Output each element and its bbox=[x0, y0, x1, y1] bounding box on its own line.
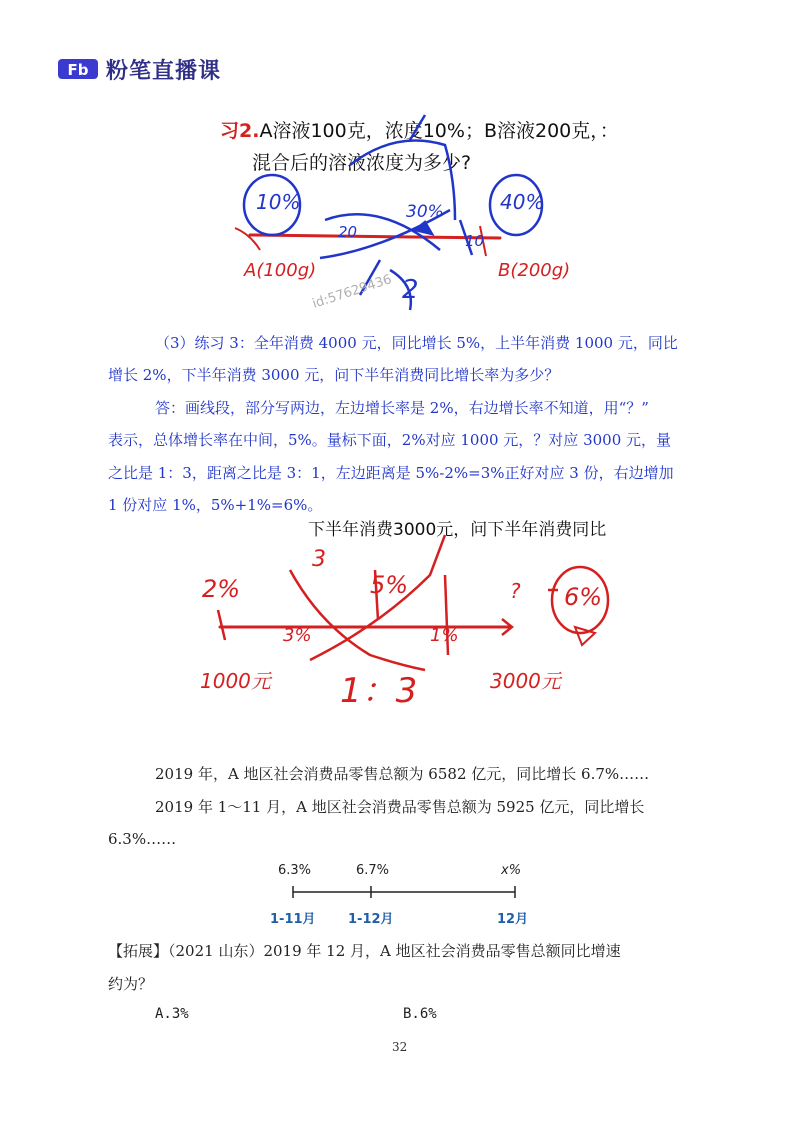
exercise-question-line2: 增长 2%，下半年消费 3000 元，问下半年消费同比增长率为多少？ bbox=[108, 366, 560, 384]
sketch-mixing-diagram: 习2.A溶液100克，浓度10%；B溶液200克，： 混合后的溶液浓度为多少? id:57629436 10% 40% 30% 20 10 2 A(100g) B(200g) bbox=[210, 110, 610, 325]
hand-right-amount: 3000元 bbox=[490, 669, 561, 693]
answer-line3: 之比是 1：3，距离之比是 3：1，左边距离是 5%-2%=3%正好对应 3 份，右边增加 bbox=[108, 464, 674, 482]
answer-line1: 答：画线段，部分写两边，左边增长率是 2%，右边增长率不知道，用“？” bbox=[155, 399, 649, 417]
question-line2: 约为？ bbox=[108, 975, 154, 993]
hand-right-rate2: 6% bbox=[564, 583, 603, 611]
timeline-label-2: 6.7% bbox=[356, 863, 390, 878]
hand-mid-rate2: 5% bbox=[370, 571, 409, 599]
timeline-month-1: 1-11月 bbox=[270, 912, 316, 927]
brand-name: 粉笔直播课 bbox=[106, 58, 222, 84]
passage-line1: 2019 年，A 地区社会消费品零售总额为 6582 亿元，同比增长 6.7%…… bbox=[155, 765, 650, 783]
timeline-month-2: 1-12月 bbox=[348, 912, 394, 927]
passage-line3: 6.3%…… bbox=[108, 830, 177, 848]
hand-mark-right: 1% bbox=[430, 625, 459, 646]
problem-prefix: 习2. bbox=[220, 120, 260, 142]
exercise-question-line1: （3）练习 3：全年消费 4000 元，同比增长 5%，上半年消费 1000 元，同比 bbox=[155, 334, 678, 352]
hand-mid-rate: 30% bbox=[406, 202, 444, 222]
growth-timeline bbox=[265, 860, 535, 930]
option-b[interactable]: B.6% bbox=[403, 1006, 437, 1022]
hand-three: 3 bbox=[312, 547, 326, 572]
hand-right-mass: B(200g) bbox=[498, 260, 571, 281]
sketch-growth-diagram bbox=[180, 515, 620, 745]
answer-line2: 表示，总体增长率在中间，5%。量标下面，2%对应 1000 元，？对应 3000 元，量 bbox=[108, 431, 672, 449]
option-a[interactable]: A.3% bbox=[155, 1006, 189, 1022]
hand-left-rate: 10% bbox=[256, 190, 301, 214]
sketch2-header: 下半年消费3000元，问下半年消费同比 bbox=[308, 520, 607, 540]
hand-ratio: 2 bbox=[402, 275, 419, 305]
hand-question: ? bbox=[510, 579, 521, 603]
timeline-label-3: x% bbox=[501, 863, 522, 878]
hand-gap2: 10 bbox=[465, 232, 485, 250]
brand-logo bbox=[58, 53, 221, 85]
problem-line1: A溶液100克，浓度10%；B溶液200克， bbox=[259, 120, 600, 142]
answer-line4: 1 份对应 1%，5%+1%=6%。 bbox=[108, 496, 323, 514]
hand-left-amount: 1000元 bbox=[200, 669, 271, 693]
hand-left-mass: A(100g) bbox=[244, 260, 317, 281]
hand-mark-left: 3% bbox=[283, 625, 312, 646]
hand-gap1: 20 bbox=[338, 223, 358, 241]
fb-logo-icon bbox=[58, 56, 100, 82]
page-number: 32 bbox=[392, 1040, 408, 1054]
question-tag: 【拓展】 bbox=[108, 942, 169, 960]
problem-line2: 混合后的溶液浓度为多少? bbox=[252, 152, 472, 174]
passage-line2: 2019 年 1～11 月，A 地区社会消费品零售总额为 5925 亿元，同比增长 bbox=[155, 798, 645, 816]
timeline-month-3: 12月 bbox=[497, 912, 529, 927]
hand-right-rate: 40% bbox=[500, 190, 545, 214]
svg-text:Fb: Fb bbox=[67, 61, 89, 79]
timeline-label-1: 6.3% bbox=[278, 863, 312, 878]
hand-left-rate2: 2% bbox=[202, 575, 241, 603]
svg-text:id:57629436: id:57629436 bbox=[310, 272, 394, 312]
hand-ratio2: 1：3 bbox=[340, 671, 418, 711]
question-line1: 【拓展】（2021 山东）2019 年 12 月，A 地区社会消费品零售总额同比增速 bbox=[108, 942, 621, 960]
